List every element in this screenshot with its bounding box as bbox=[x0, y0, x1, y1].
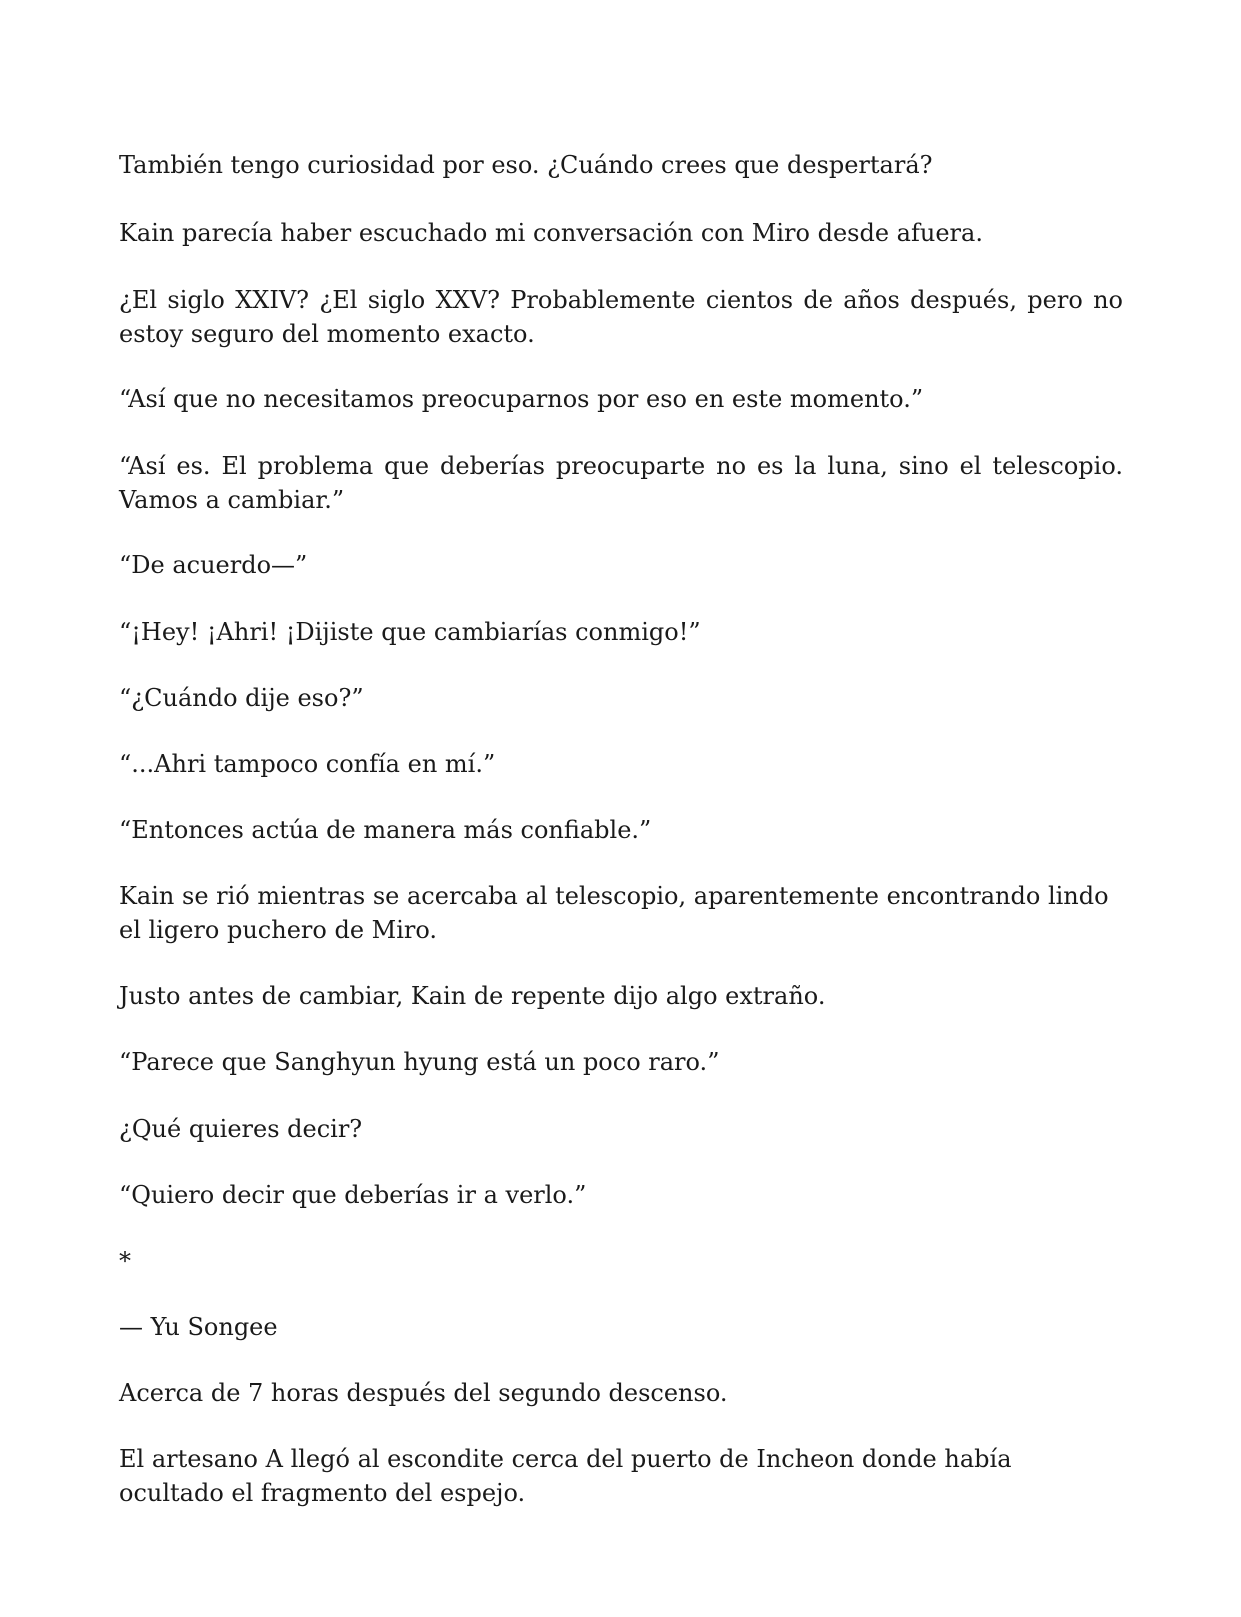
paragraph-7: “¡Hey! ¡Ahri! ¡Dijiste que cambiarías conmigo!” bbox=[119, 618, 701, 646]
paragraph-1: También tengo curiosidad por eso. ¿Cuándo crees que despertará? bbox=[119, 151, 933, 179]
paragraph-14: ¿Qué quieres decir? bbox=[119, 1115, 363, 1143]
paragraph-2: Kain parecía haber escuchado mi conversación con Miro desde afuera. bbox=[119, 219, 983, 247]
paragraph-15: “Quiero decir que deberías ir a verlo.” bbox=[119, 1181, 587, 1209]
paragraph-4: “Así que no necesitamos preocuparnos por eso en este momento.” bbox=[119, 385, 924, 413]
paragraph-6: “De acuerdo—” bbox=[119, 551, 308, 579]
section-heading: — Yu Songee bbox=[119, 1313, 278, 1341]
paragraph-17: El artesano A llegó al escondite cerca del puerto de Incheon donde había ocultado el fragmento del espejo. bbox=[119, 1445, 1012, 1507]
paragraph-5: “Así es. El problema que deberías preocuparte no es la luna, sino el telescopio. Vamos a cambiar.” bbox=[119, 452, 1123, 514]
paragraph-11: Kain se rió mientras se acercaba al telescopio, aparentemente encontrando lindo el ligero puchero de Miro. bbox=[119, 882, 1109, 944]
paragraph-10: “Entonces actúa de manera más confiable.” bbox=[119, 816, 652, 844]
paragraph-16: Acerca de 7 horas después del segundo descenso. bbox=[119, 1379, 728, 1407]
paragraph-3: ¿El siglo XXIV? ¿El siglo XXV? Probablemente cientos de años después, pero no estoy seguro del momento exacto. bbox=[119, 286, 1123, 348]
paragraph-13: “Parece que Sanghyun hyung está un poco raro.” bbox=[119, 1048, 720, 1076]
paragraph-9: “...Ahri tampoco confía en mí.” bbox=[119, 750, 496, 778]
section-separator: * bbox=[119, 1247, 131, 1275]
paragraph-12: Justo antes de cambiar, Kain de repente dijo algo extraño. bbox=[119, 982, 826, 1010]
paragraph-8: “¿Cuándo dije eso?” bbox=[119, 684, 364, 712]
